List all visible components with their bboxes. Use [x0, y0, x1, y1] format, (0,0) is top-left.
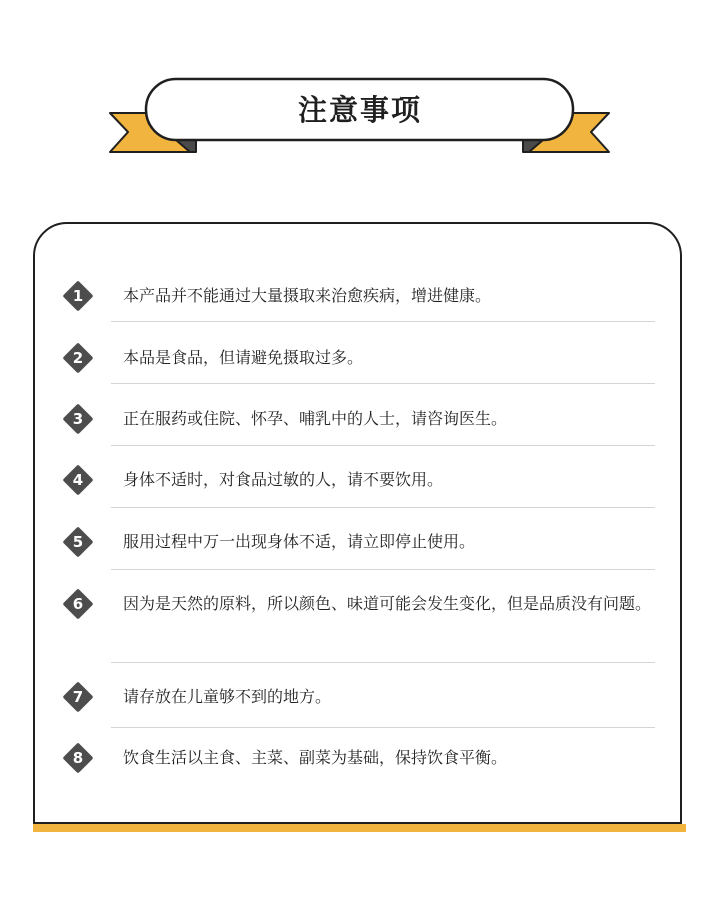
title-banner [0, 0, 719, 170]
divider [111, 383, 655, 384]
item-text: 服用过程中万一出现身体不适，请立即停止使用。 [123, 532, 476, 551]
item-text: 饮食生活以主食、主菜、副菜为基础，保持饮食平衡。 [123, 748, 508, 767]
page-title: 注意事项 [297, 93, 422, 127]
number-badge [63, 589, 93, 619]
item-number: 5 [72, 533, 84, 551]
item-number: 4 [72, 471, 84, 489]
number-badge [63, 527, 93, 557]
item-number: 2 [72, 349, 84, 367]
item-number: 1 [72, 287, 84, 305]
number-badge [63, 281, 93, 311]
item-text: 本产品并不能通过大量摄取来治愈疾病，增进健康。 [123, 286, 492, 305]
item-text: 身体不适时，对食品过敏的人，请不要饮用。 [123, 470, 444, 489]
divider [111, 569, 655, 570]
item-text: 本品是食品，但请避免摄取过多。 [123, 348, 364, 367]
divider [111, 727, 655, 728]
item-number: 8 [72, 749, 84, 767]
divider [111, 321, 655, 322]
notes-card [33, 222, 682, 824]
item-number: 6 [72, 595, 84, 613]
number-badge [63, 682, 93, 712]
number-badge [63, 743, 93, 773]
item-number: 3 [72, 410, 84, 428]
item-text: 正在服药或住院、怀孕、哺乳中的人士，请咨询医生。 [123, 409, 508, 428]
number-badge [63, 465, 93, 495]
item-number: 7 [72, 688, 84, 706]
divider [111, 507, 655, 508]
divider [111, 445, 655, 446]
number-badge [63, 404, 93, 434]
item-text: 请存放在儿童够不到的地方。 [123, 687, 332, 706]
item-text: 因为是天然的原料，所以颜色、味道可能会发生变化，但是品质没有问题。 [123, 594, 652, 613]
number-badge [63, 343, 93, 373]
divider [111, 662, 655, 663]
accent-underline [33, 824, 686, 832]
